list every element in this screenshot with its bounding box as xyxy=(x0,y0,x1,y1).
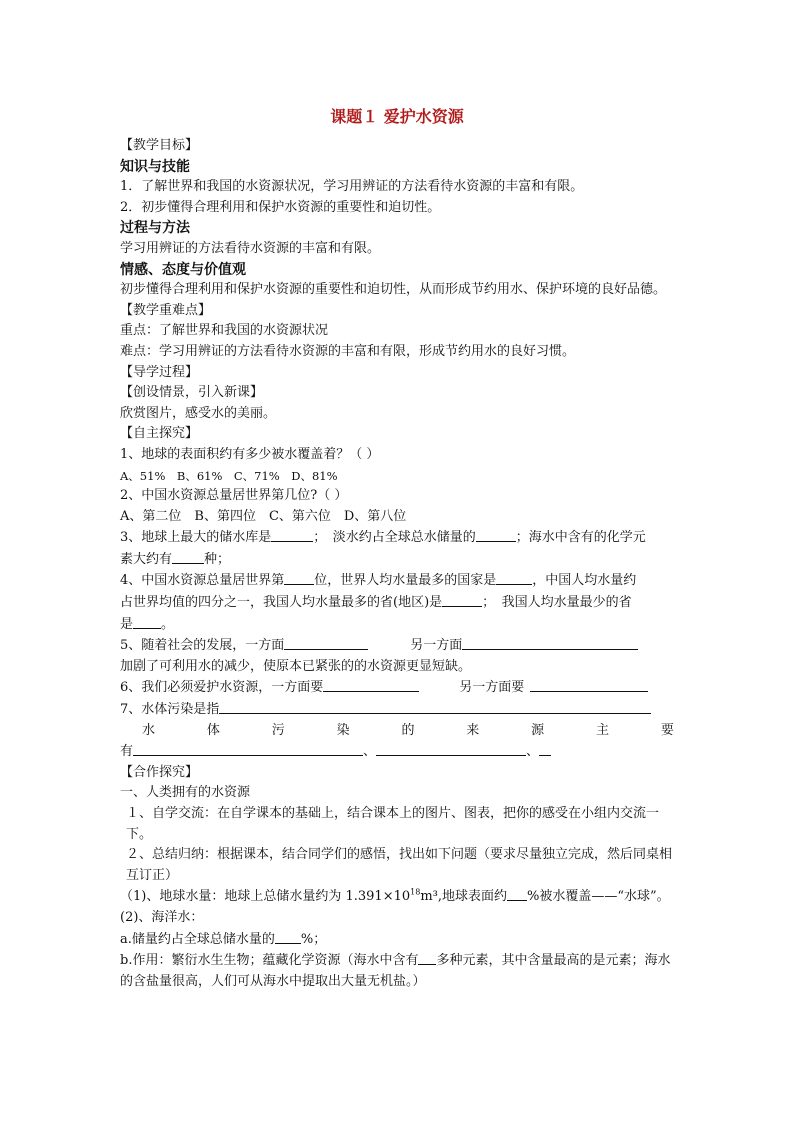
blank[interactable] xyxy=(271,527,313,542)
question-3-cont: 素大约有 种； xyxy=(120,549,674,571)
text-line: 1．了解世界和我国的水资源状况，学习用辨证的方法看待水资源的丰富和有限。 xyxy=(120,179,584,195)
text-paragraph: ２、总结归纳：根据课本，结合同学们的感悟，找出如下问题（要求尽量独立完成，然后同桌相互订正） xyxy=(126,847,673,883)
subheading-knowledge: 知识与技能 xyxy=(120,158,190,175)
blank[interactable] xyxy=(462,635,638,650)
section-heading-intro: 【创设情景，引入新课】 xyxy=(120,385,264,401)
question-2-options: A、第二位 B、第四位 C、第六位 D、第八位 xyxy=(120,508,407,524)
blank[interactable] xyxy=(376,741,526,756)
blank[interactable] xyxy=(219,699,651,714)
question-1: 1、地球的表面积约有多少被水覆盖着？（ ） xyxy=(120,446,380,462)
subheading-process: 过程与方法 xyxy=(120,220,190,237)
text-paragraph: 初步懂得合理利用和保护水资源的重要性和迫切性，从而形成节约用水、保护环境的良好品德。 xyxy=(120,282,667,298)
blank[interactable] xyxy=(507,886,527,901)
question-4: 4、中国水资源总量居世界第 位，世界人均水量最多的国家是 ，中国人均水量约 xyxy=(120,570,674,592)
blank[interactable] xyxy=(133,741,363,756)
page-title: 课题１ 爱护水资源 xyxy=(330,107,464,126)
blank[interactable] xyxy=(476,527,516,542)
question-7-spaced-line: 水 体 污 染 的 来 源 主 要 xyxy=(142,722,674,738)
question-3: 3、地球上最大的储水库是 ； 淡水约占全球总水储量的 ；海水中含有的化学元 xyxy=(120,527,674,549)
text-paragraph-earth-water: （1)、地球水量：地球上总储水量约为 $1.391\times 10^{18}m^3$,地球表面约 %被水覆盖——“水球”。(2)、海洋水： xyxy=(120,888,670,925)
text-line: 学习用辨证的方法看待水资源的丰富和有限。 xyxy=(120,240,381,256)
subsection-water-resources: 一、人类拥有的水资源 xyxy=(120,785,251,801)
question-1-options: A、51% B、61% C、71% D、81% xyxy=(120,468,338,483)
section-heading-objectives: 【教学目标】 xyxy=(120,138,199,153)
text-line: 欣赏图片，感受水的美丽。 xyxy=(120,405,277,421)
blank[interactable] xyxy=(323,677,419,692)
question-5: 5、随着社会的发展，一方面 另一方面 xyxy=(120,635,674,657)
section-heading-process: 【导学过程】 xyxy=(120,364,199,380)
text-line: 难点：学习用辨证的方法看待水资源的丰富和有限，形成节约用水的良好习惯。 xyxy=(120,343,576,359)
question-2: 2、中国水资源总量居世界第几位?（ ） xyxy=(120,488,348,504)
blank[interactable] xyxy=(496,570,532,585)
blank[interactable] xyxy=(275,929,301,944)
document-page xyxy=(120,100,674,992)
section-heading-cooperation: 【合作探究】 xyxy=(120,764,199,780)
question-7-cont: 有 、 、 xyxy=(120,741,674,763)
question-4-cont: 占世界均值的四分之一，我国人均水量最多的省(地区)是 ； 我国人均水量最少的省 xyxy=(120,592,674,614)
section-heading-self-study: 【自主探究】 xyxy=(120,426,199,442)
question-6: 6、我们必须爱护水资源，一方面要 另一方面要 xyxy=(120,677,674,699)
text-line: 重点：了解世界和我国的水资源状况 xyxy=(120,323,329,339)
text-paragraph-ocean-role: b.作用：繁衍水生生物；蕴藏化学资源（海水中含有 多种元素，其中含量最高的是元素；海水的含盐量很高，人们可从海水中提取出大量无机盐。） xyxy=(120,950,674,992)
blank[interactable] xyxy=(172,549,204,564)
question-4-end: 是 。 xyxy=(120,614,674,636)
subheading-emotion: 情感、态度与价值观 xyxy=(120,261,246,278)
blank[interactable] xyxy=(133,614,161,629)
text-line-ocean-storage: a.储量约占全球总储水量的 %； xyxy=(120,929,674,951)
text-line: 2．初步懂得合理利用和保护水资源的重要性和迫切性。 xyxy=(120,199,441,215)
text-paragraph: １、自学交流：在自学课本的基础上，结合课本上的图片、图表，把你的感受在小组内交流一下。 xyxy=(126,806,660,842)
blank[interactable] xyxy=(442,592,482,607)
blank[interactable] xyxy=(530,677,648,692)
question-5-cont: 加剧了可利用水的减少，使原本已紧张的的水资源更显短缺。 xyxy=(120,658,472,674)
blank[interactable] xyxy=(284,635,368,650)
question-7: 7、水体污染是指 xyxy=(120,699,674,721)
section-heading-keypoints: 【教学重难点】 xyxy=(120,302,212,318)
blank[interactable] xyxy=(418,950,436,965)
blank[interactable] xyxy=(284,570,314,585)
blank[interactable] xyxy=(539,741,551,756)
